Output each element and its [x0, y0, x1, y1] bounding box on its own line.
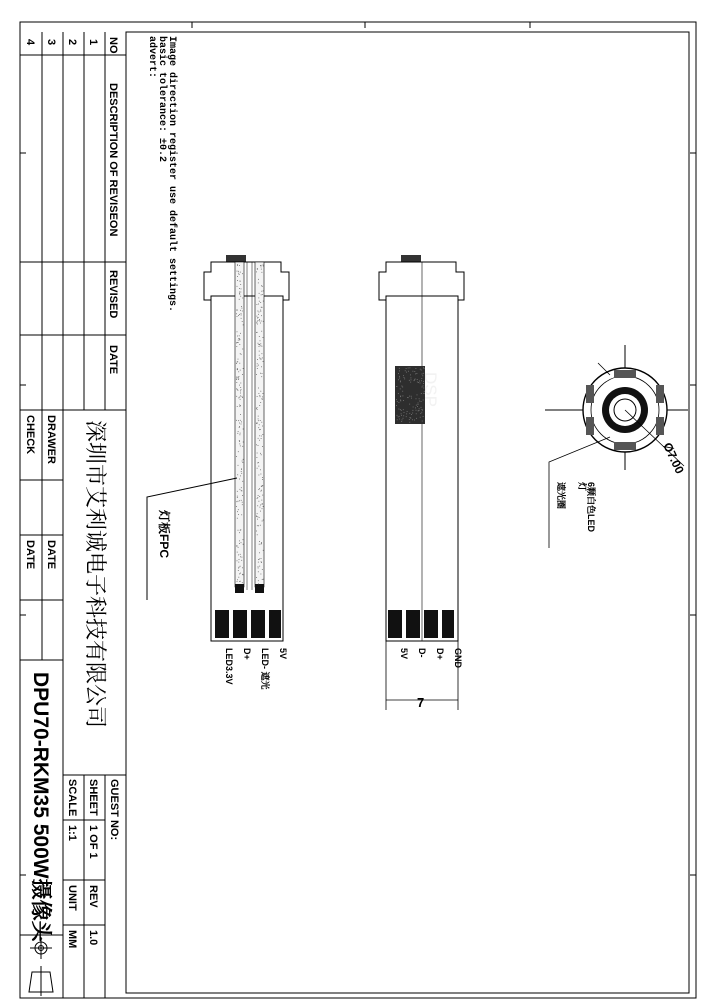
diameter-label: Ø7.00	[660, 440, 687, 476]
unit-label: UNIT	[66, 885, 78, 911]
camera-board-pin-labels	[399, 648, 463, 669]
rev-label: REV	[87, 885, 99, 908]
rev-row-1: 1	[87, 39, 99, 46]
zone-ticks	[20, 22, 696, 875]
pin-left-2: LED- 遮光	[260, 648, 270, 690]
notes-block	[146, 36, 178, 312]
width-dim-label: 7	[417, 695, 425, 710]
led-board-pin-labels	[224, 648, 288, 690]
rev-row-2: 2	[66, 39, 78, 46]
led-callout-3: 遮光圈	[556, 482, 566, 510]
led-callout-2: 灯	[577, 482, 587, 492]
led-board-fpc-view	[204, 255, 289, 641]
led-callout-1: 6颗白色LED	[586, 482, 596, 533]
led-callout	[549, 437, 610, 548]
date-label-2: DATE	[24, 540, 36, 570]
lens-end-view	[545, 345, 688, 476]
rev-row-3: 3	[45, 39, 57, 46]
camera-board-view	[379, 255, 464, 641]
note-line-1: advert:	[146, 36, 157, 79]
pin-right-4: 5V	[399, 648, 409, 660]
scale-value: 1:1	[66, 825, 78, 841]
unit-value: MM	[66, 930, 78, 949]
drawer-label: DRAWER	[45, 415, 57, 464]
pin-right-3: D-	[417, 648, 427, 658]
product-name: DPU70-RKM35 500W摄像头	[29, 672, 52, 942]
note-line-3: Image direction register use default settings.	[166, 36, 177, 313]
date-label-1: DATE	[45, 540, 57, 570]
rev-value: 1.0	[87, 930, 99, 946]
guest-no-label: GUEST NO:	[108, 779, 120, 841]
sheet-value: 1 OF 1	[87, 825, 99, 859]
rev-col-no: NO	[107, 37, 119, 54]
fpc-label: 灯板FPC	[157, 510, 171, 559]
dsp-label: DSP	[421, 372, 440, 407]
company-name: 深圳市艾利诚电子科技有限公司	[82, 420, 107, 729]
pin-left-3: D+	[242, 648, 252, 660]
scale-label: SCALE	[66, 779, 78, 817]
rev-col-description: DESCRIPTION OF REVISEON	[107, 83, 119, 237]
title-block	[24, 415, 120, 948]
pin-right-2: D+	[435, 648, 445, 660]
check-label: CHECK	[24, 415, 36, 455]
rev-col-date: DATE	[107, 345, 119, 375]
pin-left-1: 5V	[278, 648, 288, 660]
rev-col-revised: REVISED	[107, 270, 119, 319]
note-line-2: basic tolerance: ±0.2	[156, 36, 167, 163]
pin-left-4: LED3.3V	[224, 648, 234, 685]
pin-right-1: GND	[453, 648, 463, 668]
sheet-label: SHEET	[87, 779, 99, 816]
projection-symbol-icon	[29, 937, 53, 996]
rev-row-4: 4	[24, 39, 36, 46]
